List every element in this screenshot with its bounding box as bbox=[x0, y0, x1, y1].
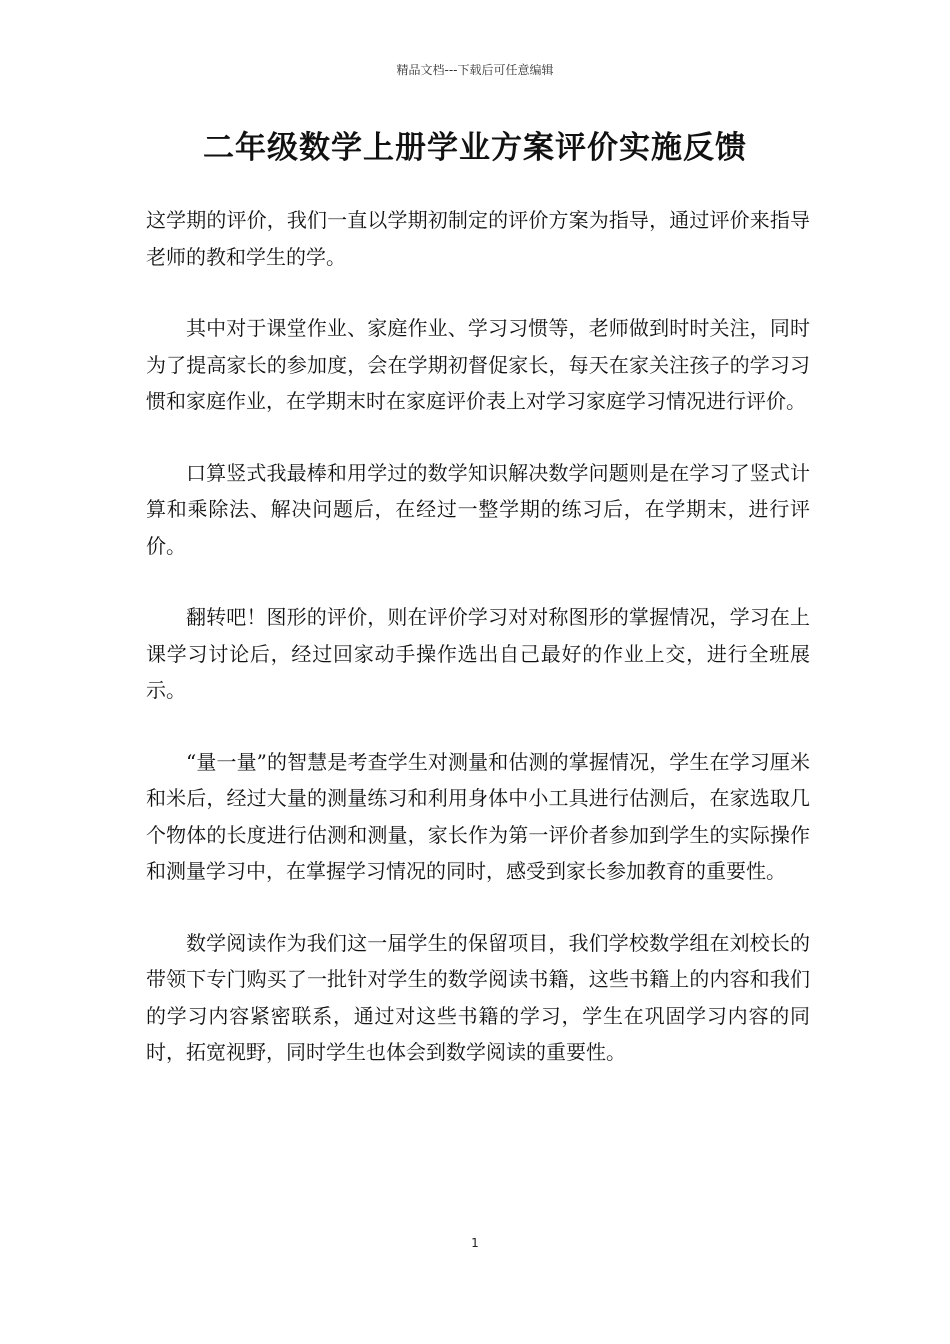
paragraph: “量一量”的智慧是考查学生对测量和估测的掌握情况，学生在学习厘米和米后，经过大量的测量练习和利用身体中小工具进行估测后，在家选取几个物体的长度进行估测和测量，家长作为第一评价者参加到学生的实际操作和测量学习中，在掌握学习情况的同时，感受到家长参加教育的重要性。 bbox=[146, 749, 810, 883]
paragraph: 数学阅读作为我们这一届学生的保留项目，我们学校数学组在刘校长的带领下专门购买了一批针对学生的数学阅读书籍，这些书籍上的内容和我们的学习内容紧密联系，通过对这些书籍的学习，学生在巩固学习内容的同时，拓宽视野，同时学生也体会到数学阅读的重要性。 bbox=[146, 930, 810, 1064]
page-number: 1 bbox=[471, 1236, 479, 1250]
document-body bbox=[146, 202, 810, 1106]
paragraph: 这学期的评价，我们一直以学期初制定的评价方案为指导，通过评价来指导老师的教和学生的学。 bbox=[146, 208, 810, 269]
paragraph: 其中对于课堂作业、家庭作业、学习习惯等，老师做到时时关注，同时为了提高家长的参加度，会在学期初督促家长，每天在家关注孩子的学习习惯和家庭作业，在学期末时在家庭评价表上对学习家庭学习情况进行评价。 bbox=[146, 316, 810, 413]
document-title: 二年级数学上册学业方案评价实施反馈 bbox=[203, 130, 747, 166]
page-header: 精品文档---下载后可任意编辑 bbox=[396, 63, 554, 77]
paragraph: 口算竖式我最棒和用学过的数学知识解决数学问题则是在学习了竖式计算和乘除法、解决问题后，在经过一整学期的练习后，在学期末，进行评价。 bbox=[146, 460, 810, 558]
paragraph: 翻转吧！图形的评价，则在评价学习对对称图形的掌握情况，学习在上课学习讨论后，经过回家动手操作选出自己最好的作业上交，进行全班展示。 bbox=[146, 605, 810, 702]
